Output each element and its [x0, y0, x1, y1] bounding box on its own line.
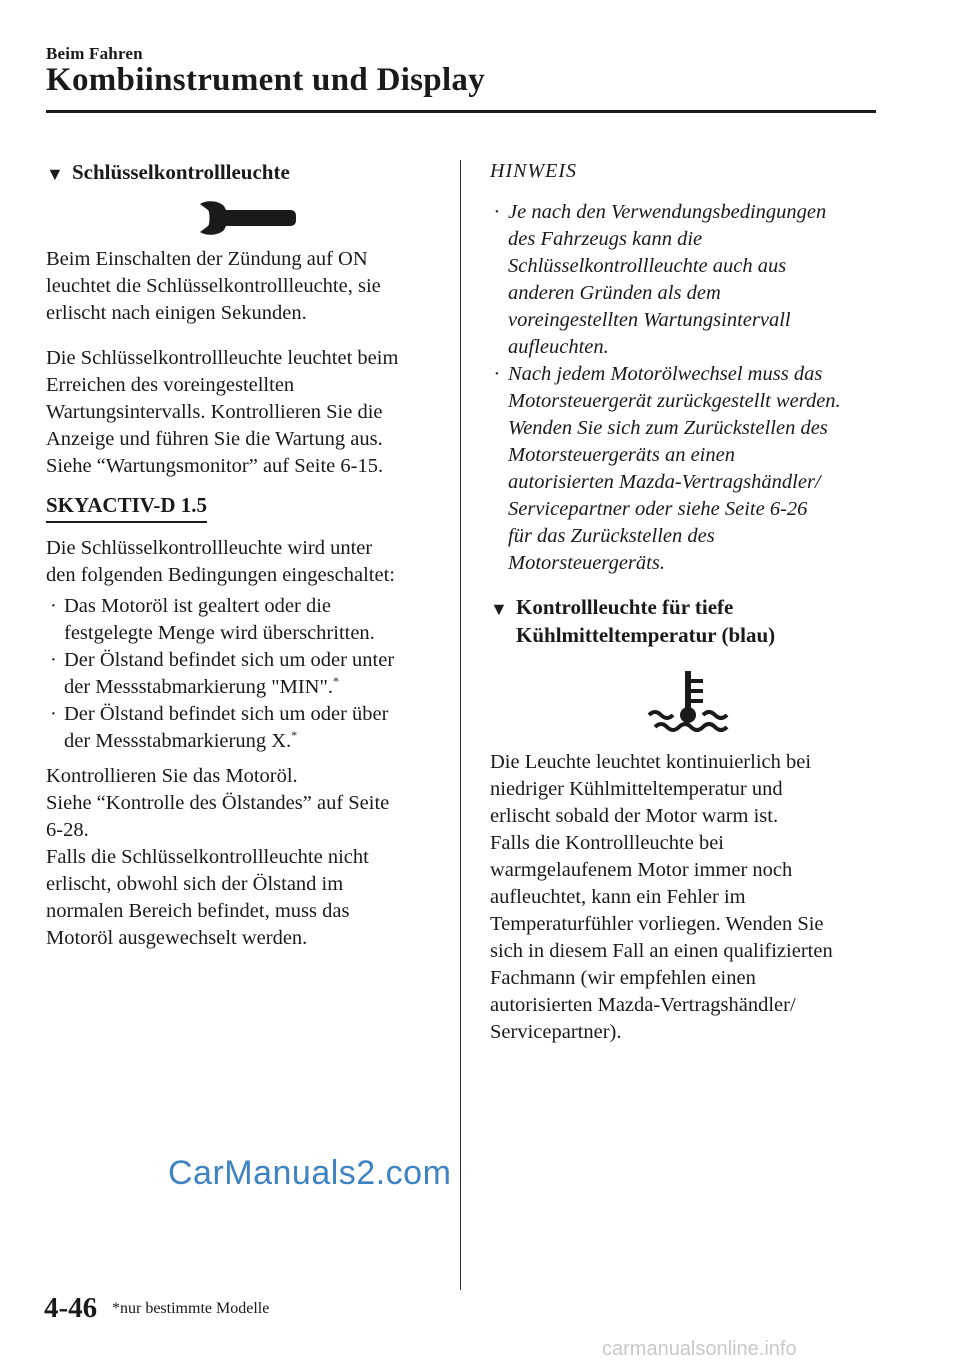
section-label: Beim Fahren [46, 44, 143, 63]
paragraph-coolant [490, 749, 890, 1046]
list-item [46, 701, 446, 755]
text-line: Servicepartner). [490, 1021, 622, 1043]
paragraph-4 [46, 763, 446, 952]
text-line: niedriger Kühlmitteltemperatur und [490, 778, 783, 800]
text-line: der Messstabmarkierung "MIN". [64, 676, 333, 698]
triangle-marker-icon: ▼ [46, 164, 64, 184]
text-line: warmgelaufenem Motor immer noch [490, 859, 793, 881]
text-line: anderen Gründen als dem [508, 282, 721, 304]
source-watermark: carmanualsonline.info [602, 1338, 797, 1360]
text-line: Das Motoröl ist gealtert oder die [64, 595, 332, 617]
text-line: normalen Bereich befindet, muss das [46, 900, 350, 922]
text-line: Falls die Kontrollleuchte bei [490, 832, 724, 854]
text-line: voreingestellten Wartungsintervall [508, 309, 791, 331]
note-title: HINWEIS [490, 160, 577, 182]
coolant-temperature-icon [647, 669, 733, 735]
page-number: 4-46 [44, 1292, 98, 1324]
heading-text: Kontrollleuchte für tiefe [516, 595, 734, 619]
list-item [46, 593, 446, 647]
text-line: den folgenden Bedingungen eingeschaltet: [46, 564, 395, 586]
text-line: autorisierten Mazda-Vertragshändler/ [490, 994, 796, 1016]
watermark-logo: CarManuals2.com [168, 1154, 452, 1192]
text-line: autorisierten Mazda-Vertragshändler/ [508, 471, 821, 493]
text-line: Motorsteuergeräts. [508, 552, 665, 574]
text-line: Beim Einschalten der Zündung auf ON [46, 248, 368, 270]
text-line: Siehe “Wartungsmonitor” auf Seite 6-15. [46, 455, 384, 477]
text-line: Fachmann (wir empfehlen einen [490, 967, 756, 989]
header-rule [46, 110, 876, 113]
right-column [490, 158, 890, 1046]
text-line: der Messstabmarkierung X. [64, 730, 292, 752]
section-heading-key-warning [46, 158, 446, 186]
subheading-skyactiv: SKYACTIV-D 1.5 [46, 492, 207, 523]
text-line: 6-28. [46, 819, 89, 841]
note-list [490, 199, 890, 577]
bullet-icon: · [50, 649, 57, 671]
text-line: festgelegte Menge wird überschritten. [64, 622, 375, 644]
heading-text: Schlüsselkontrollleuchte [72, 160, 290, 184]
paragraph-1 [46, 246, 446, 327]
text-line: Wenden Sie sich zum Zurückstellen des [508, 417, 828, 439]
text-line: leuchtet die Schlüsselkontrollleuchte, sie [46, 275, 381, 297]
text-line: Siehe “Kontrolle des Ölstandes” auf Seite [46, 792, 390, 814]
text-line: Kontrollieren Sie das Motoröl. [46, 765, 298, 787]
text-line: für das Zurückstellen des [508, 525, 715, 547]
list-item [46, 647, 446, 701]
text-line: Der Ölstand befindet sich um oder unter [64, 649, 395, 671]
text-line: aufleuchten. [508, 336, 609, 358]
text-line: Wartungsintervalls. Kontrollieren Sie die [46, 401, 383, 423]
text-line: erlischt sobald der Motor warm ist. [490, 805, 779, 827]
text-line: Temperaturfühler vorliegen. Wenden Sie [490, 913, 824, 935]
list-item [490, 199, 890, 361]
text-line: sich in diesem Fall an einen qualifizierten [490, 940, 833, 962]
bullet-icon: · [50, 595, 57, 617]
text-line: Die Schlüsselkontrollleuchte wird unter [46, 537, 373, 559]
condition-list [46, 593, 446, 755]
list-item [490, 361, 890, 577]
text-line: Je nach den Verwendungsbedingungen [508, 201, 827, 223]
text-line: aufleuchtet, kann ein Fehler im [490, 886, 746, 908]
text-line: Falls die Schlüsselkontrollleuchte nicht [46, 846, 369, 868]
chapter-title: Kombiinstrument und Display [46, 62, 486, 98]
footnote-marker: * [332, 674, 339, 689]
bullet-icon: · [494, 201, 500, 223]
coolant-icon-wrap [490, 669, 890, 735]
text-line: Die Schlüsselkontrollleuchte leuchtet beim [46, 347, 399, 369]
footnote-marker: * [291, 728, 298, 743]
section-heading-coolant-warning [490, 593, 890, 649]
wrench-icon-wrap [46, 198, 446, 238]
text-line: Schlüsselkontrollleuchte auch aus [508, 255, 787, 277]
text-line: Motorsteuergeräts an einen [508, 444, 735, 466]
wrench-icon [196, 198, 296, 238]
bullet-icon: · [50, 703, 57, 725]
text-line: Der Ölstand befindet sich um oder über [64, 703, 389, 725]
column-divider [460, 160, 461, 1290]
bullet-icon: · [494, 363, 500, 385]
paragraph-3 [46, 535, 446, 589]
text-line: Motoröl ausgewechselt werden. [46, 927, 308, 949]
text-line: Anzeige und führen Sie die Wartung aus. [46, 428, 383, 450]
paragraph-2 [46, 345, 446, 480]
text-line: Motorsteuergerät zurückgestellt werden. [508, 390, 841, 412]
text-line: erlischt nach einigen Sekunden. [46, 302, 307, 324]
text-line: Nach jedem Motorölwechsel muss das [508, 363, 823, 385]
text-line: Erreichen des voreingestellten [46, 374, 295, 396]
heading-text: Kühlmitteltemperatur (blau) [516, 623, 776, 647]
triangle-marker-icon: ▼ [490, 599, 508, 619]
text-line: des Fahrzeugs kann die [508, 228, 703, 250]
left-column [46, 158, 446, 952]
text-line: erlischt, obwohl sich der Ölstand im [46, 873, 344, 895]
text-line: Servicepartner oder siehe Seite 6-26 [508, 498, 808, 520]
footnote: *nur bestimmte Modelle [112, 1300, 270, 1317]
text-line: Die Leuchte leuchtet kontinuierlich bei [490, 751, 812, 773]
